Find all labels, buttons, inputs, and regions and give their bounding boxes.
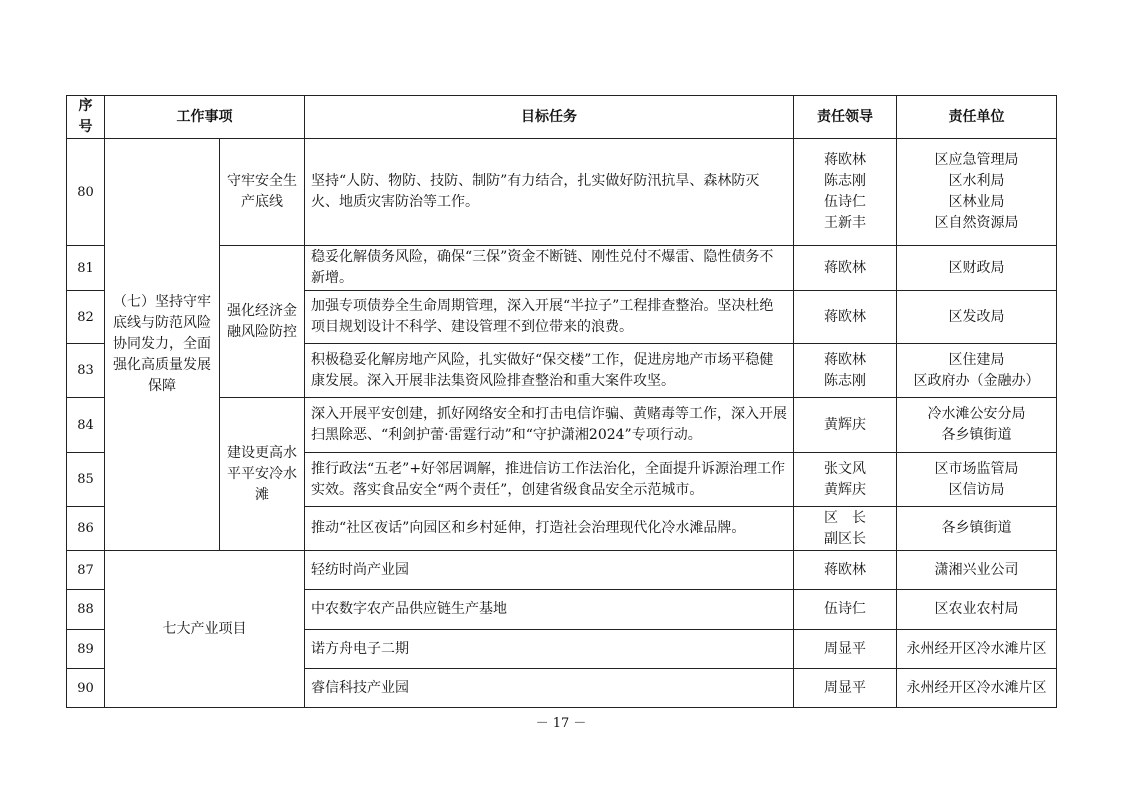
leader-name: 黄辉庆 <box>824 416 866 433</box>
unit-cell <box>897 453 1057 507</box>
header-work-item: 工作事项 <box>105 96 305 139</box>
task-cell: 睿信科技产业园 <box>305 669 794 708</box>
unit-name: 区水利局 <box>948 173 1005 189</box>
unit-name: 区自然资源局 <box>934 215 1019 231</box>
row-number: 86 <box>67 507 105 551</box>
leader-name: 伍诗仁 <box>824 194 866 210</box>
unit-cell <box>897 291 1057 344</box>
task-cell: 深入开展平安创建，抓好网络安全和打击电信诈骗、黄赌毒等工作，深入开展扫黑除恶、“利剑护蕾·雷霆行动”和“守护潇湘2024”专项行动。 <box>305 398 794 453</box>
leader-name: 蒋欧林 <box>824 259 866 276</box>
task-cell: 推行政法“五老”+好邻居调解，推进信访工作法治化，全面提升诉源治理工作实效。落实食品安全“两个责任”，创建省级食品安全示范城市。 <box>305 453 794 507</box>
leader-name: 陈志刚 <box>824 372 866 389</box>
leader-name: 区 长 <box>824 509 866 526</box>
leader-name: 张文风 <box>824 460 866 477</box>
sub-peace-cell: 建设更高水平平安冷水滩 <box>220 398 305 551</box>
unit-name: 区财政局 <box>948 259 1005 276</box>
leader-name: 陈志刚 <box>824 173 866 189</box>
unit-cell: 潇湘兴业公司 <box>897 551 1057 590</box>
unit-name: 区市场监管局 <box>934 460 1019 477</box>
row-number: 89 <box>67 630 105 669</box>
row-number: 87 <box>67 551 105 590</box>
row-number: 84 <box>67 398 105 453</box>
leader-cell <box>794 291 897 344</box>
leader-cell: 蒋欧林 <box>794 551 897 590</box>
leader-name: 副区长 <box>824 530 866 547</box>
row-number: 81 <box>67 246 105 291</box>
task-cell: 轻纺时尚产业园 <box>305 551 794 590</box>
unit-name: 区发改局 <box>948 308 1005 325</box>
unit-name: 冷水滩公安分局 <box>927 406 1026 422</box>
row-number: 90 <box>67 669 105 708</box>
task-cell: 坚持“人防、物防、技防、制防”有力结合，扎实做好防汛抗旱、森林防灭火、地质灾害防治等工作。 <box>305 139 794 246</box>
unit-cell <box>897 398 1057 453</box>
unit-name: 区林业局 <box>948 194 1005 210</box>
leader-cell: 伍诗仁 <box>794 590 897 630</box>
unit-name: 区住建局 <box>948 351 1005 368</box>
leader-name: 黄辉庆 <box>824 481 866 498</box>
leader-cell <box>794 344 897 398</box>
unit-cell: 区农业农村局 <box>897 590 1057 630</box>
unit-name: 区政府办（金融办） <box>913 372 1040 389</box>
unit-cell <box>897 344 1057 398</box>
task-cell: 中农数字农产品供应链生产基地 <box>305 590 794 630</box>
unit-name: 各乡镇街道 <box>941 520 1012 536</box>
leader-name: 蒋欧林 <box>824 351 866 368</box>
header-no: 序号 <box>67 96 105 139</box>
table-row <box>67 551 1057 590</box>
table-header-row <box>67 96 1057 139</box>
header-leader: 责任领导 <box>794 96 897 139</box>
unit-cell <box>897 507 1057 551</box>
unit-cell <box>897 246 1057 291</box>
unit-name: 区信访局 <box>948 481 1005 498</box>
leader-cell: 周显平 <box>794 669 897 708</box>
task-cell: 加强专项债券全生命周期管理，深入开展“半拉子”工程排查整治。坚决杜绝项目规划设计不科学、建设管理不到位带来的浪费。 <box>305 291 794 344</box>
leader-cell <box>794 398 897 453</box>
table-row <box>67 139 1057 246</box>
unit-name: 区应急管理局 <box>934 152 1019 168</box>
leader-cell: 周显平 <box>794 630 897 669</box>
sub-safety-cell: 守牢安全生产底线 <box>220 139 305 246</box>
task-cell: 诺方舟电子二期 <box>305 630 794 669</box>
sub-finance-cell: 强化经济金融风险防控 <box>220 246 305 398</box>
unit-cell: 永州经开区冷水滩片区 <box>897 669 1057 708</box>
row-number: 82 <box>67 291 105 344</box>
leader-cell <box>794 246 897 291</box>
task-cell: 积极稳妥化解房地产风险，扎实做好“保交楼”工作，促进房地产市场平稳健康发展。深入开展非法集资风险排查整治和重大案件攻坚。 <box>305 344 794 398</box>
leader-name: 王新丰 <box>824 215 866 231</box>
work-table <box>66 95 1057 708</box>
unit-cell: 永州经开区冷水滩片区 <box>897 630 1057 669</box>
row-number: 85 <box>67 453 105 507</box>
leader-name: 蒋欧林 <box>824 308 866 325</box>
leader-name: 蒋欧林 <box>824 152 866 168</box>
header-unit: 责任单位 <box>897 96 1057 139</box>
row-number: 88 <box>67 590 105 630</box>
header-task: 目标任务 <box>305 96 794 139</box>
leader-cell <box>794 139 897 246</box>
industry-projects-cell: 七大产业项目 <box>105 551 305 708</box>
group-seven-cell: （七）坚持守牢底线与防范风险协同发力，全面强化高质量发展保障 <box>105 139 220 551</box>
unit-name: 各乡镇街道 <box>941 427 1012 443</box>
unit-cell <box>897 139 1057 246</box>
leader-cell <box>794 507 897 551</box>
row-number: 80 <box>67 139 105 246</box>
task-cell: 稳妥化解债务风险，确保“三保”资金不断链、刚性兑付不爆雷、隐性债务不新增。 <box>305 246 794 291</box>
page-number: － 17 － <box>535 716 587 731</box>
task-cell: 推动“社区夜话”向园区和乡村延伸，打造社会治理现代化冷水滩品牌。 <box>305 507 794 551</box>
leader-cell <box>794 453 897 507</box>
row-number: 83 <box>67 344 105 398</box>
